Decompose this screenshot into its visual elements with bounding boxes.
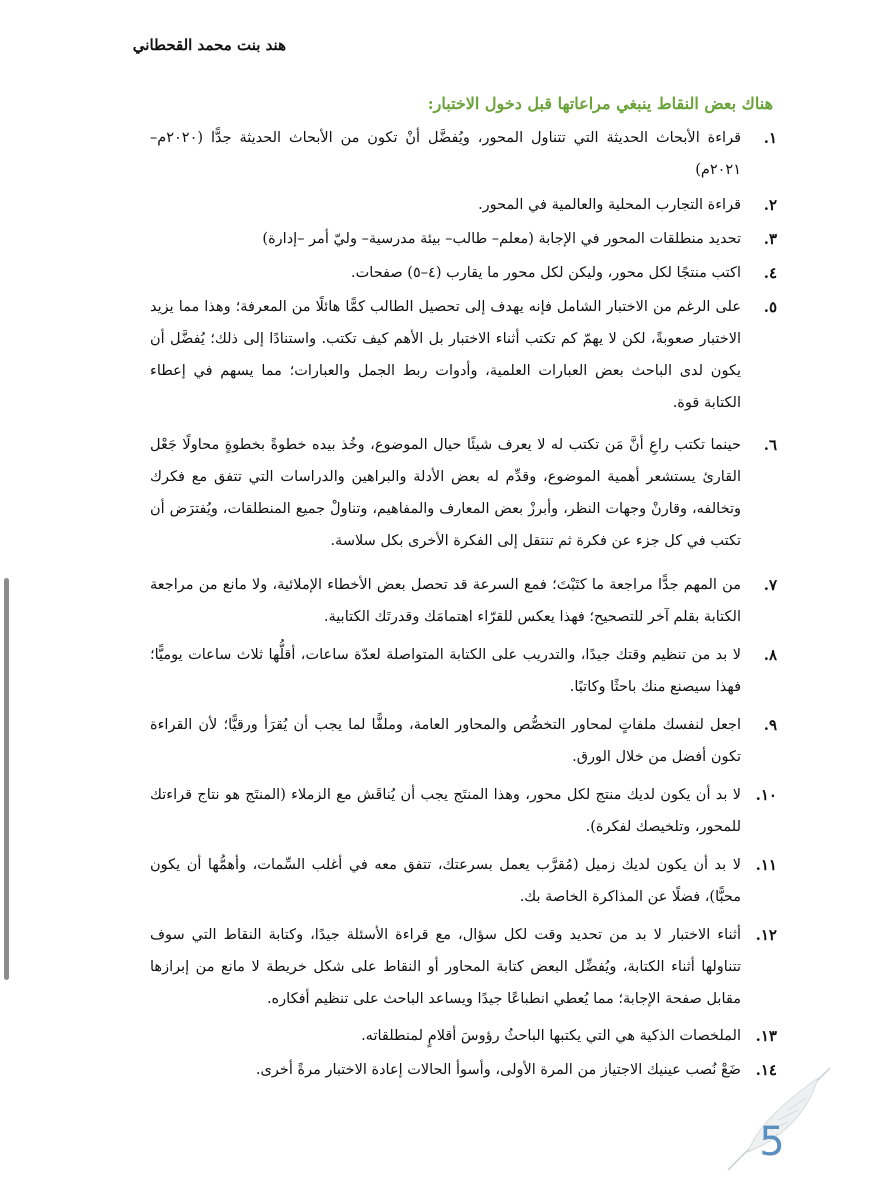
scrollbar-thumb[interactable] — [4, 578, 9, 980]
list-item — [150, 919, 777, 1020]
item-number: ٩. — [763, 716, 777, 734]
item-text: من المهم جدًّا مراجعة ما كتَبْتَ؛ فمع السرعة قد تحصل بعض الأخطاء الإملائية، ولا مانع من مراجعة الكتابة بقلم آخر للتصحيح؛ فهذا يعكس للقرّاء اهتمامَك وقدرتَك الكتابية. — [150, 577, 741, 625]
list-item — [150, 291, 777, 429]
list-item — [150, 223, 777, 257]
item-text: لا بد من تنظيم وقتك جيدًا، والتدريب على الكتابة المتواصلة لعدّة ساعات، أقلُّها ثلاث ساعات يوميًّا؛ فهذا سيصنع منك باحثًا وكاتبًا. — [150, 647, 741, 695]
item-number: ٤. — [763, 264, 777, 282]
item-text: ضَعْ نُصب عينيك الاجتياز من المرة الأولى، وأسوأ الحالات إعادة الاختبار مرةً أخرى. — [255, 1062, 741, 1078]
item-text: اجعل لنفسك ملفاتٍ لمحاور التخصُّص والمحاور العامة، وملفًّا لما يجب أن يُقرَأ ورقيًّا؛ لأن القراءة تكون أفضل من خلال الورق. — [150, 717, 741, 765]
list-item — [150, 849, 777, 919]
item-number: ٧. — [763, 576, 777, 594]
list-item — [150, 429, 777, 569]
item-text: الملخصات الذكية هي التي يكتبها الباحثُ رؤوسَ أقلامٍ لمنطلقاته. — [361, 1028, 741, 1044]
list-item — [150, 1020, 777, 1054]
item-text: على الرغم من الاختبار الشامل فإنه يهدف إلى تحصيل الطالب كمًّا هائلًا من المعرفة؛ وهذا مما يزيد الاختبار صعوبةً، لكن لا يهمّ كم تكتب أثناء الاختبار بل الأهم كيف تكتب. واستنادًا إلى ذلك؛ يُفضَّل أن يكون لدى الباحث بعض العبارات العلمية، وأدوات ربط الجمل والعبارات؛ مما يسهم في إعطاء الكتابة قوة. — [150, 299, 741, 411]
item-text: قراءة الأبحاث الحديثة التي تتناول المحور، ويُفضَّل أنْ تكون من الأبحاث الحديثة جدًّا (٢٠٢٠م–٢٠٢١م) — [150, 130, 741, 178]
item-number: ١٢. — [755, 926, 777, 944]
item-text: أثناء الاختبار لا بد من تحديد وقت لكل سؤال، مع قراءة الأسئلة جيدًا، وكتابة النقاط التي سوف تتناولها أثناء الكتابة، ويُفضِّل البعض كتابة المحاور أو النقاط على شكل خريطة لا مانع من إبرازها مقابل صفحة الإجابة؛ مما يُعطي انطباعًا جيدًا ويساعد الباحث على تنظيم أفكاره. — [150, 927, 741, 1007]
item-text: قراءة التجارب المحلية والعالمية في المحور. — [478, 197, 741, 213]
item-number: ٣. — [763, 230, 777, 248]
list-item — [150, 122, 777, 189]
author-name: هند بنت محمد القحطاني — [132, 36, 286, 54]
item-number: ١. — [763, 129, 777, 147]
item-text: لا بد أن يكون لديك زميل (مُقرَّب يعمل بسرعتك، تتفق معه في أغلب السِّمات، وأهمُّها أن يكون محبًّا)، فضلًا عن المذاكرة الخاصة بك. — [150, 857, 741, 905]
item-number: ٢. — [763, 196, 777, 214]
section-heading: هناك بعض النقاط ينبغي مراعاتها قبل دخول الاختبار: — [427, 94, 773, 113]
tips-list — [150, 122, 777, 1088]
item-number: ١٤. — [755, 1061, 777, 1079]
item-text: حينما تكتب راعِ أنَّ مَن تكتب له لا يعرف شيئًا حيال الموضوع، وخُذ بيده خطوةً بخطوةٍ محاولًا جَعْل القارئ يستشعر أهمية الموضوع، وقدِّم له بعض الأدلة والبراهين والدراسات التي تتفق مع فكرك وتخالفه، وقارنْ وجهات النظر، وأبرزْ بعض المعارف والمفاهيم، وتناولْ جميع المنطلقات، ويُفترَض أن تكتب في كل جزء عن فكرة ثم تنتقل إلى الفكرة الأخرى بكل سلاسة. — [150, 437, 741, 549]
page-number: 5 — [759, 1119, 785, 1165]
list-item — [150, 257, 777, 291]
item-text: تحديد منطلقات المحور في الإجابة (معلم– طالب– بيئة مدرسية– وليّ أمر –إدارة) — [262, 231, 741, 247]
item-number: ٨. — [763, 646, 777, 664]
list-item — [150, 639, 777, 709]
item-number: ١١. — [755, 856, 777, 874]
item-text: لا بد أن يكون لديك منتج لكل محور، وهذا المنتَج يجب أن يُناقَش مع الزملاء (المنتَج هو نتاج قراءتك للمحور، وتلخيصك لفكرة). — [150, 787, 741, 835]
item-number: ١٠. — [755, 786, 777, 804]
list-item — [150, 189, 777, 223]
item-text: اكتب منتجًا لكل محور، وليكن لكل محور ما يقارب (٤–٥) صفحات. — [351, 265, 741, 281]
item-number: ١٣. — [755, 1027, 777, 1045]
list-item — [150, 1054, 777, 1088]
list-item — [150, 779, 777, 849]
item-number: ٥. — [763, 298, 777, 316]
list-item — [150, 569, 777, 639]
item-number: ٦. — [763, 436, 777, 454]
list-item — [150, 709, 777, 779]
